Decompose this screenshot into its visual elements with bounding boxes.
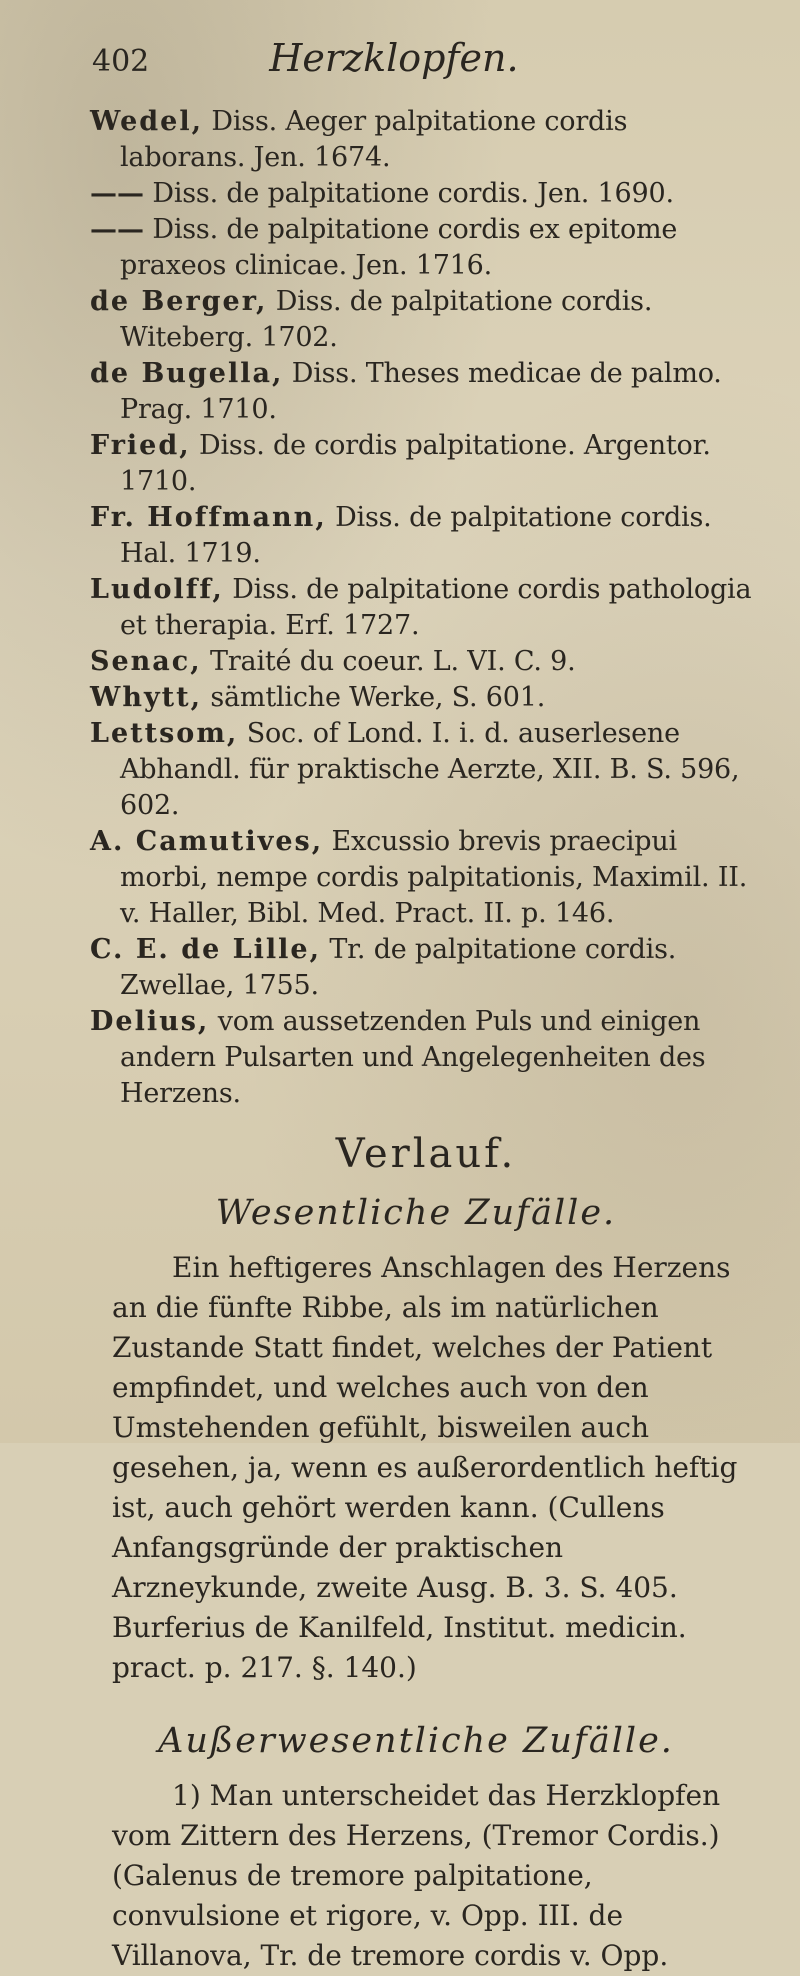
entry-text: Tr. de palpitatione cordis. Zwellae, 1755.	[120, 934, 677, 1001]
entry-author: Wedel,	[90, 106, 204, 137]
bibliography-entry	[90, 932, 760, 1004]
bibliography-entry	[90, 212, 760, 284]
entry-text: Diss. de palpitatione cordis. Jen. 1690.	[152, 178, 674, 209]
entry-text: Diss. de palpitatione cordis. Witeberg. 1702.	[120, 286, 653, 353]
entry-author: A. Camutives,	[90, 826, 324, 857]
entry-author: Senac,	[90, 646, 202, 677]
entry-author: de Bugella,	[90, 358, 284, 389]
entry-author: ——	[90, 178, 144, 209]
paragraph-nonessential: 1) Man unterscheidet das Herzklopfen vom Zittern des Herzens, (Tremor Cordis.) (Galenus de tremore palpitatione, convulsione et rigore, v. Opp. III. de Villanova, Tr. de tremore cordis v. Opp.	[112, 1779, 721, 1972]
bibliography-entry	[90, 680, 760, 716]
entry-text: Soc. of Lond. I. i. d. auserlesene Abhandl. für praktische Aerzte, XII. B. S. 596, 602.	[120, 718, 740, 821]
entry-author: de Berger,	[90, 286, 268, 317]
bibliography-entry	[90, 500, 760, 572]
bibliography-entry	[90, 824, 760, 932]
bibliography-entry	[90, 176, 760, 212]
bibliography-entry	[90, 104, 760, 176]
entry-text: Diss. de palpitatione cordis. Hal. 1719.	[120, 502, 712, 569]
bibliography-entry	[90, 572, 760, 644]
paragraph-essential: Ein heftigeres Anschlagen des Herzens an die fünfte Ribbe, als im natürlichen Zustande Statt findet, welches der Patient empfindet, und welches auch von den Umstehenden gefühlt, bisweilen auch gesehen, ja, wenn es außerordentlich heftig ist, auch gehört werden kann. (Cullens Anfangsgründe der praktischen Arzneykunde, zweite Ausg. B. 3. S. 405. Burferius de Kanilfeld, Institut. medicin. pract. p. 217. §. 140.)	[112, 1251, 738, 1684]
entry-text: sämtliche Werke, S. 601.	[210, 682, 546, 713]
entry-author: Whytt,	[90, 682, 202, 713]
entry-author: Fr. Hoffmann,	[90, 502, 327, 533]
entry-text: Traité du coeur. L. VI. C. 9.	[210, 646, 576, 677]
entry-author: Ludolff,	[90, 574, 224, 605]
entry-author: Fried,	[90, 430, 191, 461]
bibliography-list	[52, 104, 760, 1112]
running-title: Herzklopfen.	[269, 36, 519, 80]
entry-author: ——	[90, 214, 144, 245]
bibliography-entry	[90, 644, 760, 680]
page-number: 402	[92, 44, 150, 79]
entry-author: C. E. de Lille,	[90, 934, 321, 965]
entry-text: Diss. de palpitatione cordis pathologia et therapia. Erf. 1727.	[120, 574, 752, 641]
bibliography-entry	[90, 428, 760, 500]
bibliography-entry	[90, 1004, 760, 1112]
sub-heading-nonessential: Außerwesentliche Zufälle.	[158, 1721, 674, 1761]
bibliography-entry	[90, 356, 760, 428]
entry-text: Diss. Aeger palpitatione cordis laborans. Jen. 1674.	[120, 106, 628, 173]
bibliography-entry	[90, 716, 760, 824]
entry-author: Lettsom,	[90, 718, 239, 749]
page-header	[52, 36, 760, 100]
entry-text: vom aussetzenden Puls und einigen andern Pulsarten und Angelegenheiten des Herzens.	[120, 1006, 706, 1109]
entry-author: Delius,	[90, 1006, 210, 1037]
entry-text: Diss. Theses medicae de palmo. Prag. 1710.	[120, 358, 722, 425]
section-heading: Verlauf.	[335, 1131, 517, 1177]
bibliography-entry	[90, 284, 760, 356]
entry-text: Diss. de cordis palpitatione. Argentor. 1710.	[120, 430, 711, 497]
entry-text: Diss. de palpitatione cordis ex epitome praxeos clinicae. Jen. 1716.	[120, 214, 678, 281]
sub-heading-essential: Wesentliche Zufälle.	[215, 1193, 617, 1233]
entry-text: Excussio brevis praecipui morbi, nempe cordis palpitationis, Maximil. II. v. Haller, Bibl. Med. Pract. II. p. 146.	[120, 826, 748, 929]
